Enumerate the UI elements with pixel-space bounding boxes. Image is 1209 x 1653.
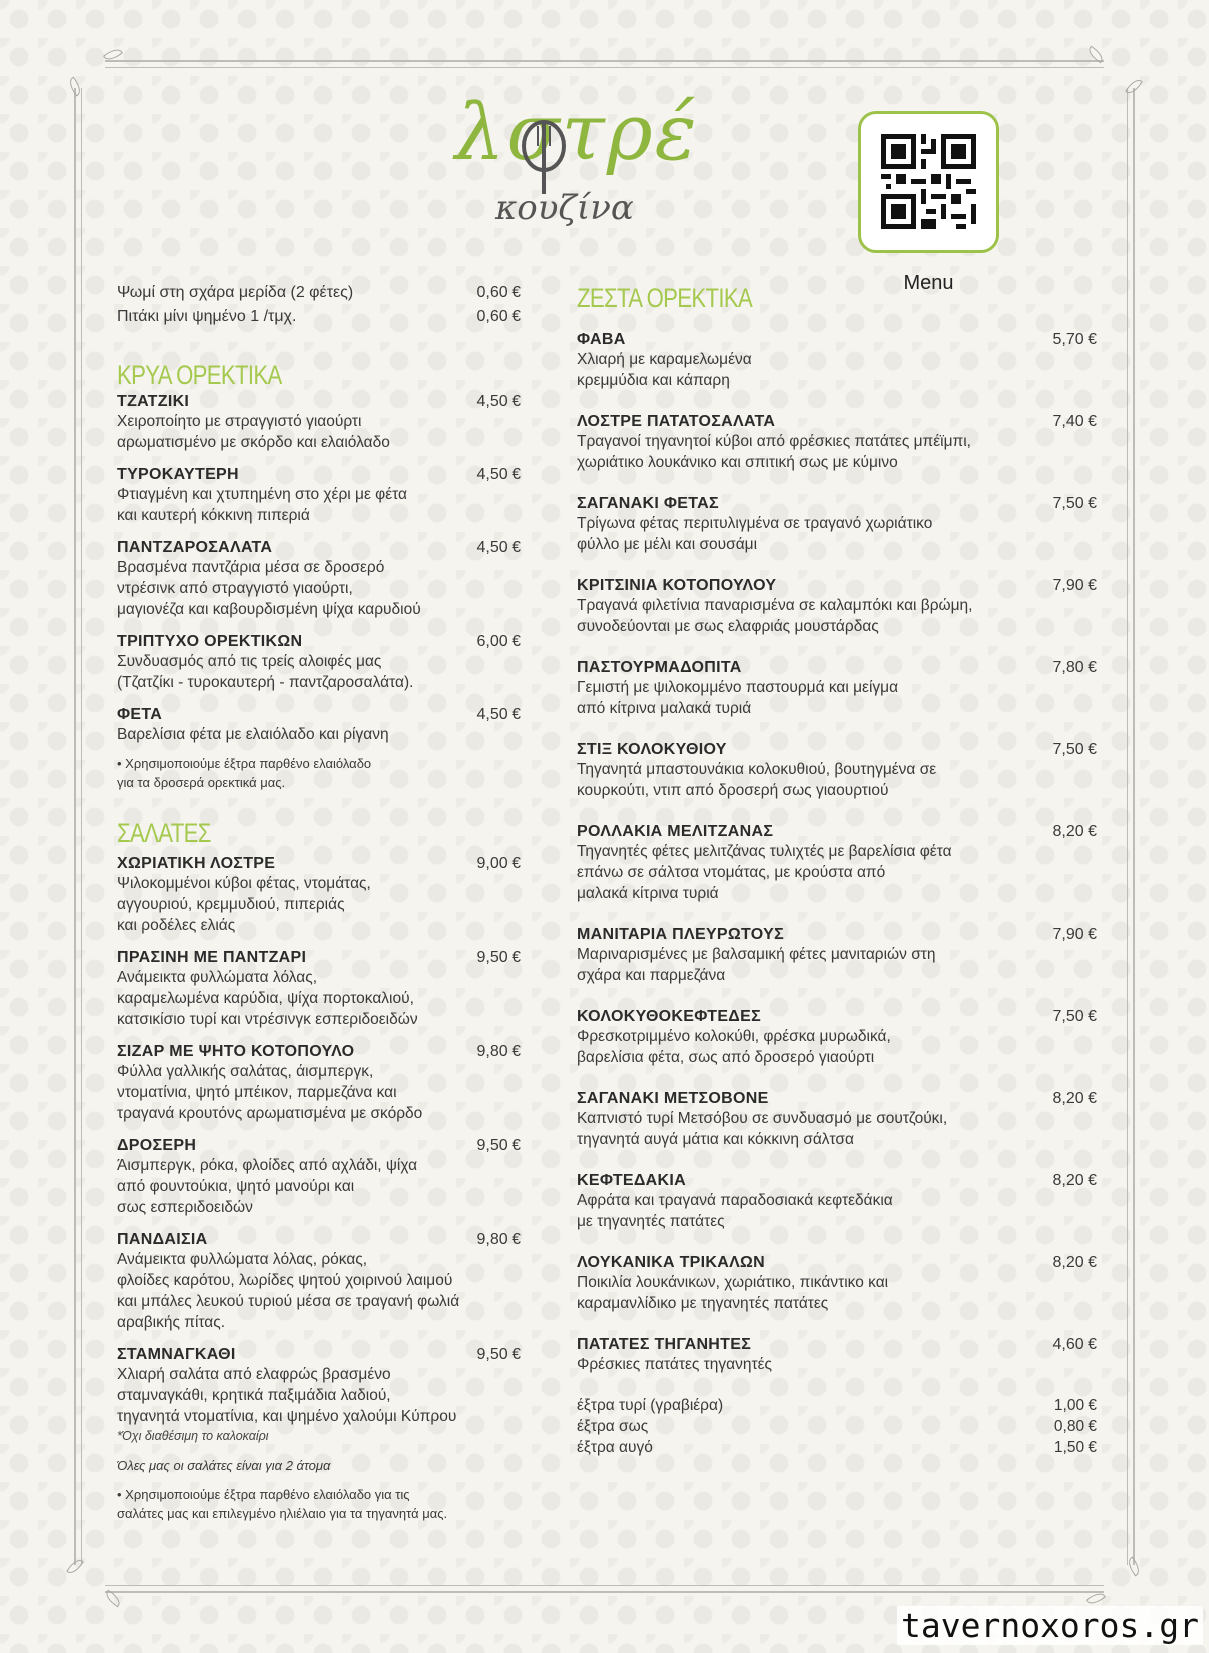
frame-top-line-inner [105, 67, 1104, 68]
menu-item-head [117, 1346, 521, 1364]
menu-item-price: 9,80 € [476, 1043, 521, 1060]
salads-oil-note: • Χρησιμοποιούμε έξτρα παρθένο ελαιόλαδο για τις σαλάτες μας και επιλεγμένο ηλιέλαιο για τα τηγανητά μας. [117, 1487, 448, 1521]
menu-item [117, 1043, 521, 1124]
menu-item-description: Ποικιλία λουκάνικων, χωριάτικο, πικάντικο και καραμανλίδικο με τηγανητές πατάτες [577, 1274, 889, 1312]
menu-item-head [117, 393, 521, 411]
menu-item-name: ΣΤΙΞ ΚΟΛΟΚΥΘΙΟΥ [577, 741, 727, 758]
menu-item [117, 393, 521, 453]
menu-item-price: 8,20 € [1052, 1172, 1097, 1189]
menu-item [577, 1008, 1097, 1068]
menu-item-description: Βρασμένα παντζάρια μέσα σε δροσερό ντρέσινκ από στραγγιστό γιαούρτι, μαγιονέζα και καβουρδισμένη ψίχα καρυδιού [117, 559, 421, 618]
logo-subtitle: κουζίνα [495, 188, 634, 228]
menu-item-head [117, 539, 521, 557]
menu-item-description: Τραγανοί τηγανητοί κύβοι από φρέσκιες πατάτες μπέϊμπι, χωριάτικο λουκάνικο και σπιτική σως με κύμινο [577, 433, 971, 471]
menu-item-name: ΦΕΤΑ [117, 706, 163, 723]
menu-item-description: Βαρελίσια φέτα με ελαιόλαδο και ρίγανη [117, 726, 389, 743]
qr-code-icon [881, 134, 976, 229]
menu-item-description: Ανάμεικτα φυλλώματα λόλας, ρόκας, φλοίδες καρότου, λωρίδες ψητού χοιρινού λαιμού και μπάλες λευκού τυριού μέσα σε τραγανή φωλιά αραβικής πίτας. [117, 1251, 460, 1331]
section-title-hot: ΖΕΣΤΑ ΟΡΕΚΤΙΚΑ [577, 283, 753, 313]
menu-item [577, 331, 1097, 391]
menu-item-head [577, 1172, 1097, 1190]
menu-item-description: Καπνιστό τυρί Μετσόβου σε συνδυασμό με σουτζούκι, τηγανητά αυγά μάτια και κόκκινη σάλτσα [577, 1110, 948, 1148]
menu-item-head [577, 495, 1097, 513]
frame-left-line [74, 88, 76, 1565]
menu-item-price: 6,00 € [476, 633, 521, 650]
qr-label: Menu [903, 272, 954, 294]
menu-item-price: 4,60 € [1052, 1336, 1097, 1353]
menu-item [117, 1137, 521, 1218]
menu-item-head [577, 1008, 1097, 1026]
menu-item [577, 659, 1097, 719]
menu-item-name: ΧΩΡΙΑΤΙΚΗ ΛΟΣΤΡΕ [117, 855, 276, 872]
menu-item-name: ΠΑΤΑΤΕΣ ΤΗΓΑΝΗΤΕΣ [577, 1336, 752, 1353]
menu-item-name: ΠΑΣΤΟΥΡΜΑΔΟΠΙΤΑ [577, 659, 742, 676]
menu-item-description: Άισμπεργκ, ρόκα, φλοίδες από αχλάδι, ψίχα από φουντούκια, ψητό μανούρι και σως εσπεριδοειδών [117, 1157, 418, 1216]
menu-item-description: Τρίγωνα φέτας περιτυλιγμένα σε τραγανό χωριάτικο φύλλο με μέλι και σουσάμι [577, 515, 933, 553]
menu-item-note: *Όχι διαθέσιμη το καλοκαίρι [117, 1429, 269, 1443]
menu-item-price: 7,90 € [1052, 577, 1097, 594]
extras-list [577, 1395, 1097, 1458]
menu-item-description: Αφράτα και τραγανά παραδοσιακά κεφτεδάκια με τηγανητές πατάτες [577, 1192, 893, 1230]
menu-item-head [117, 1231, 521, 1249]
right-column [577, 283, 1097, 1458]
menu-item-head [577, 823, 1097, 841]
menu-item [577, 1090, 1097, 1150]
menu-item [117, 706, 521, 745]
extra-name: έξτρα σως [577, 1418, 649, 1435]
menu-item-head [117, 466, 521, 484]
cold-oil-note: • Χρησιμοποιούμε έξτρα παρθένο ελαιόλαδο για τα δροσερά ορεκτικά μας. [117, 756, 372, 790]
bread-row [117, 305, 521, 329]
menu-item-price: 9,50 € [476, 949, 521, 966]
menu-item-description: Μαριναρισμένες με βαλσαμική φέτες μανιταριών στη σχάρα και παρμεζάνα [577, 946, 936, 984]
extra-name: έξτρα αυγό [577, 1439, 653, 1456]
salads-list [117, 855, 521, 1445]
menu-item-description: Ψιλοκομμένοι κύβοι φέτας, ντομάτας, αγγουριού, κρεμμυδιού, πιπεριάς και ροδέλες ελιάς [117, 875, 371, 934]
menu-item-head [577, 1336, 1097, 1354]
menu-item [577, 495, 1097, 555]
menu-item [117, 949, 521, 1030]
menu-item-price: 9,00 € [476, 855, 521, 872]
menu-item [577, 823, 1097, 904]
menu-item [117, 539, 521, 620]
hot-appetizers-list [577, 331, 1097, 1375]
menu-item-price: 4,50 € [476, 539, 521, 556]
bread-price: 0,60 € [476, 308, 521, 325]
left-column [117, 281, 521, 1523]
menu-item-price: 4,50 € [476, 706, 521, 723]
menu-item-name: ΤΖΑΤΖΙΚΙ [117, 393, 190, 410]
menu-item-name: ΚΡΙΤΣΙΝΙΑ ΚΟΤΟΠΟΥΛΟΥ [577, 577, 777, 594]
menu-item-name: ΠΑΝΔΑΙΣΙΑ [117, 1231, 208, 1248]
menu-item-name: ΚΟΛΟΚΥΘΟΚΕΦΤΕΔΕΣ [577, 1008, 761, 1025]
menu-item-description: Συνδυασμός από τις τρείς αλοιφές μας (Τζατζίκι - τυροκαυτερή - παντζαροσαλάτα). [117, 653, 414, 691]
menu-item [577, 741, 1097, 801]
site-watermark: tavernoxoros.gr [897, 1606, 1203, 1645]
bread-name: Ψωμί στη σχάρα μερίδα (2 φέτες) [117, 284, 354, 301]
menu-item-name: ΣΤΑΜΝΑΓΚΑΘΙ [117, 1346, 236, 1363]
logo-wordmark: λστρέ [455, 88, 699, 178]
menu-item-head [577, 1254, 1097, 1272]
menu-item-price: 4,50 € [476, 393, 521, 410]
salads-portion-note: Όλες μας οι σαλάτες είναι για 2 άτομα [117, 1458, 331, 1473]
menu-item-name: ΤΥΡΟΚΑΥΤΕΡΗ [117, 466, 239, 483]
menu-item-head [577, 659, 1097, 677]
menu-item-price: 8,20 € [1052, 1090, 1097, 1107]
extra-row [577, 1437, 1097, 1458]
menu-item [117, 466, 521, 526]
menu-item-description: Γεμιστή με ψιλοκομμένο παστουρμά και μείγμα από κίτρινα μαλακά τυριά [577, 679, 899, 717]
menu-item-description: Χλιαρή με καραμελωμένα κρεμμύδια και κάπαρη [577, 351, 752, 389]
menu-item-price: 7,50 € [1052, 1008, 1097, 1025]
menu-item-description: Τραγανά φιλετίνια παναρισμένα σε καλαμπόκι και βρώμη, συνοδεύονται με σως ελαφριάς μουστάρδας [577, 597, 973, 635]
menu-item-head [577, 413, 1097, 431]
bread-list [117, 281, 521, 329]
section-title-salads: ΣΑΛΑΤΕΣ [117, 818, 211, 848]
menu-item [577, 926, 1097, 986]
menu-item-name: ΣΑΓΑΝΑΚΙ ΜΕΤΣΟΒΟΝΕ [577, 1090, 769, 1107]
menu-item-description: Χλιαρή σαλάτα από ελαφρώς βρασμένο σταμναγκάθι, κρητικά παξιμάδια λαδιού, τηγανητά ντοματίνια, και ψημένο χαλούμι Κύπρου [117, 1366, 457, 1425]
menu-item [117, 1231, 521, 1333]
menu-item-description: Φρεσκοτριμμένο κολοκύθι, φρέσκα μυρωδικά, βαρελίσια φέτα, σως από δροσερό γιαούρτι [577, 1028, 891, 1066]
frame-bottom-line-inner [105, 1585, 1104, 1586]
menu-item-description: Φύλλα γαλλικής σαλάτας, άισμπεργκ, ντοματίνια, ψητό μπέικον, παρμεζάνα και τραγανά κρουτόνς αρωματισμένα με σκόρδο [117, 1063, 423, 1122]
menu-item-name: ΣΙΖΑΡ ΜΕ ΨΗΤΟ ΚΟΤΟΠΟΥΛΟ [117, 1043, 355, 1060]
menu-item-description: Τηγανητές φέτες μελιτζάνας τυλιχτές με βαρελίσια φέτα επάνω σε σάλτσα ντομάτας, με κρούστα από μαλακά κίτρινα τυριά [577, 843, 952, 902]
menu-item [117, 1346, 521, 1445]
menu-item [577, 1172, 1097, 1232]
fork-icon [519, 116, 569, 196]
menu-item-head [117, 706, 521, 724]
menu-item [577, 413, 1097, 473]
menu-item-head [577, 741, 1097, 759]
qr-code[interactable] [858, 111, 999, 253]
extra-price: 1,00 € [1053, 1397, 1097, 1414]
menu-item-name: ΦΑΒΑ [577, 331, 626, 348]
menu-item-head [577, 331, 1097, 349]
menu-item-head [117, 633, 521, 651]
menu-item-price: 7,50 € [1052, 741, 1097, 758]
menu-item-price: 7,80 € [1052, 659, 1097, 676]
bread-price: 0,60 € [476, 284, 521, 301]
menu-item-price: 9,80 € [476, 1231, 521, 1248]
menu-item-price: 8,20 € [1052, 823, 1097, 840]
menu-item-name: ΣΑΓΑΝΑΚΙ ΦΕΤΑΣ [577, 495, 719, 512]
menu-item-name: ΜΑΝΙΤΑΡΙΑ ΠΛΕΥΡΩΤΟΥΣ [577, 926, 784, 943]
menu-item-price: 7,40 € [1052, 413, 1097, 430]
section-title-cold: ΚΡΥΑ ΟΡΕΚΤΙΚΑ [117, 360, 282, 390]
menu-item [577, 1336, 1097, 1375]
frame-bottom-line [105, 1591, 1104, 1593]
extra-price: 0,80 € [1053, 1418, 1097, 1435]
menu-item-name: ΛΟΣΤΡΕ ΠΑΤΑΤΟΣΑΛΑΤΑ [577, 413, 776, 430]
menu-item-description: Τηγανητά μπαστουνάκια κολοκυθιού, βουτηγμένα σε κουρκούτι, ντιπ από δροσερή σως γιαουρτιού [577, 761, 937, 799]
extra-name: έξτρα τυρί (γραβιέρα) [577, 1397, 724, 1414]
restaurant-logo [455, 88, 755, 238]
menu-item-name: ΔΡΟΣΕΡΗ [117, 1137, 197, 1154]
menu-item-head [577, 1090, 1097, 1108]
menu-item [117, 855, 521, 936]
menu-item-name: ΠΑΝΤΖΑΡΟΣΑΛΑΤΑ [117, 539, 273, 556]
menu-item-head [117, 949, 521, 967]
menu-item-description: Χειροποίητο με στραγγιστό γιαούρτι αρωματισμένο με σκόρδο και ελαιόλαδο [117, 413, 390, 451]
bread-name: Πιτάκι μίνι ψημένο 1 /τμχ. [117, 308, 297, 325]
extra-row [577, 1395, 1097, 1416]
menu-item-head [117, 1043, 521, 1061]
menu-item-description: Φρέσκιες πατάτες τηγανητές [577, 1356, 772, 1373]
menu-item-name: ΚΕΦΤΕΔΑΚΙΑ [577, 1172, 686, 1189]
frame-left-line-inner [81, 88, 82, 1565]
menu-item-description: Ανάμεικτα φυλλώματα λόλας, καραμελωμένα καρύδια, ψίχα πορτοκαλιού, κατσικίσιο τυρί και ντρέσινγκ εσπεριδοειδών [117, 969, 418, 1028]
menu-item [577, 1254, 1097, 1314]
frame-top-line [105, 60, 1104, 62]
bread-row [117, 281, 521, 305]
menu-item-name: ΛΟΥΚΑΝΙΚΑ ΤΡΙΚΑΛΩΝ [577, 1254, 766, 1271]
extra-row [577, 1416, 1097, 1437]
frame-right-line [1133, 88, 1135, 1565]
menu-item-head [577, 926, 1097, 944]
menu-item-description: Φτιαγμένη και χτυπημένη στο χέρι με φέτα και καυτερή κόκκινη πιπεριά [117, 486, 407, 524]
frame-right-line-inner [1127, 88, 1128, 1565]
menu-item-price: 5,70 € [1052, 331, 1097, 348]
menu-item-price: 8,20 € [1052, 1254, 1097, 1271]
extra-price: 1,50 € [1053, 1439, 1097, 1456]
menu-item-price: 7,90 € [1052, 926, 1097, 943]
menu-item-price: 7,50 € [1052, 495, 1097, 512]
menu-item-price: 9,50 € [476, 1346, 521, 1363]
menu-item-price: 4,50 € [476, 466, 521, 483]
menu-item-price: 9,50 € [476, 1137, 521, 1154]
menu-item [577, 577, 1097, 637]
menu-item-head [577, 577, 1097, 595]
cold-appetizers-list [117, 393, 521, 745]
menu-item-head [117, 855, 521, 873]
menu-item [117, 633, 521, 693]
menu-item-name: ΡΟΛΛΑΚΙΑ ΜΕΛΙΤΖΑΝΑΣ [577, 823, 774, 840]
menu-item-name: ΠΡΑΣΙΝΗ ΜΕ ΠΑΝΤΖΑΡΙ [117, 949, 307, 966]
menu-item-name: ΤΡΙΠΤΥΧΟ ΟΡΕΚΤΙΚΩΝ [117, 633, 303, 650]
menu-item-head [117, 1137, 521, 1155]
